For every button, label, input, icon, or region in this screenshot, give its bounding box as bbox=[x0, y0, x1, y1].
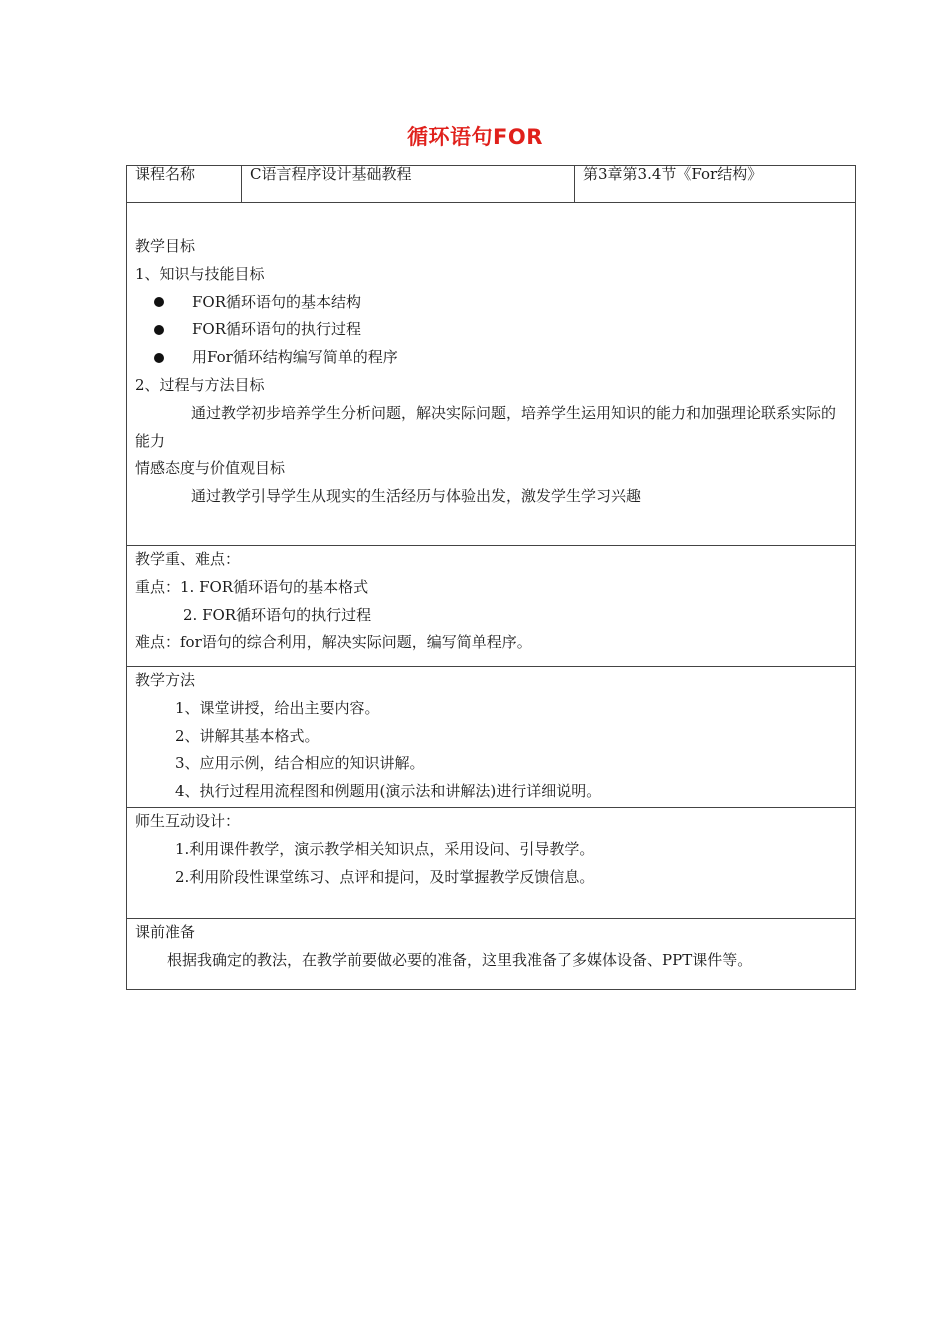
methods-cell bbox=[127, 667, 856, 808]
bullet-icon bbox=[154, 297, 164, 307]
process-heading: 2、过程与方法目标 bbox=[135, 375, 265, 394]
interaction-cell bbox=[127, 808, 856, 919]
method-item: 1、课堂讲授，给出主要内容。 bbox=[175, 698, 380, 717]
method-item: 4、执行过程用流程图和例题用(演示法和讲解法)进行详细说明。 bbox=[175, 782, 602, 801]
interaction-heading: 师生互动设计： bbox=[135, 812, 241, 830]
course-name-value: C语言程序设计基础教程 bbox=[242, 166, 575, 203]
list-item bbox=[135, 344, 847, 372]
bullet-text: FOR循环语句的执行过程 bbox=[192, 320, 361, 339]
list-item bbox=[135, 289, 847, 317]
document-title: 循环语句FOR bbox=[407, 125, 543, 149]
interaction-row bbox=[127, 808, 856, 919]
bullet-icon bbox=[154, 325, 164, 335]
knowledge-heading: 1、知识与技能目标 bbox=[135, 264, 265, 283]
emotion-text: 通过教学引导学生从现实的生活经历与体验出发，激发学生学习兴趣 bbox=[191, 487, 642, 506]
objectives-cell bbox=[127, 203, 856, 546]
bullet-icon bbox=[154, 353, 164, 363]
objectives-row bbox=[127, 203, 856, 546]
bullet-text: 用For循环结构编写简单的程序 bbox=[192, 348, 398, 367]
preparation-heading: 课前准备 bbox=[135, 923, 196, 941]
objectives-heading: 教学目标 bbox=[135, 237, 196, 255]
course-header-row bbox=[127, 166, 856, 203]
preparation-row bbox=[127, 919, 856, 990]
key-points-cell bbox=[127, 546, 856, 667]
preparation-text: 根据我确定的教法，在教学前要做必要的准备，这里我准备了多媒体设备、PPT课件等。 bbox=[167, 950, 753, 969]
key-points-row bbox=[127, 546, 856, 667]
method-item: 3、应用示例，结合相应的知识讲解。 bbox=[175, 754, 425, 773]
emotion-heading: 情感态度与价值观目标 bbox=[135, 459, 286, 478]
key-points-heading: 教学重、难点： bbox=[135, 550, 241, 568]
difficulty-text: 难点：for语句的综合利用，解决实际问题，编写简单程序。 bbox=[135, 633, 532, 652]
course-name-label: 课程名称 bbox=[127, 166, 242, 203]
chapter-value: 第3章第3.4节《For结构》 bbox=[575, 166, 856, 203]
preparation-cell bbox=[127, 919, 856, 990]
methods-heading: 教学方法 bbox=[135, 671, 196, 689]
process-text: 通过教学初步培养学生分析问题，解决实际问题，培养学生运用知识的能力和加强理论联系实际的能力 bbox=[135, 403, 837, 450]
method-item: 2、讲解其基本格式。 bbox=[175, 726, 320, 745]
methods-row bbox=[127, 667, 856, 808]
bullet-text: FOR循环语句的基本结构 bbox=[192, 292, 361, 311]
lesson-plan-table bbox=[126, 165, 856, 990]
interaction-item: 2.利用阶段性课堂练习、点评和提问，及时掌握教学反馈信息。 bbox=[175, 867, 595, 886]
key-point-2: 2. FOR循环语句的执行过程 bbox=[183, 605, 372, 624]
interaction-item: 1.利用课件教学，演示教学相关知识点，采用设问、引导教学。 bbox=[175, 839, 595, 858]
list-item bbox=[135, 316, 847, 344]
key-point-1: 重点：1. FOR循环语句的基本格式 bbox=[135, 577, 369, 596]
